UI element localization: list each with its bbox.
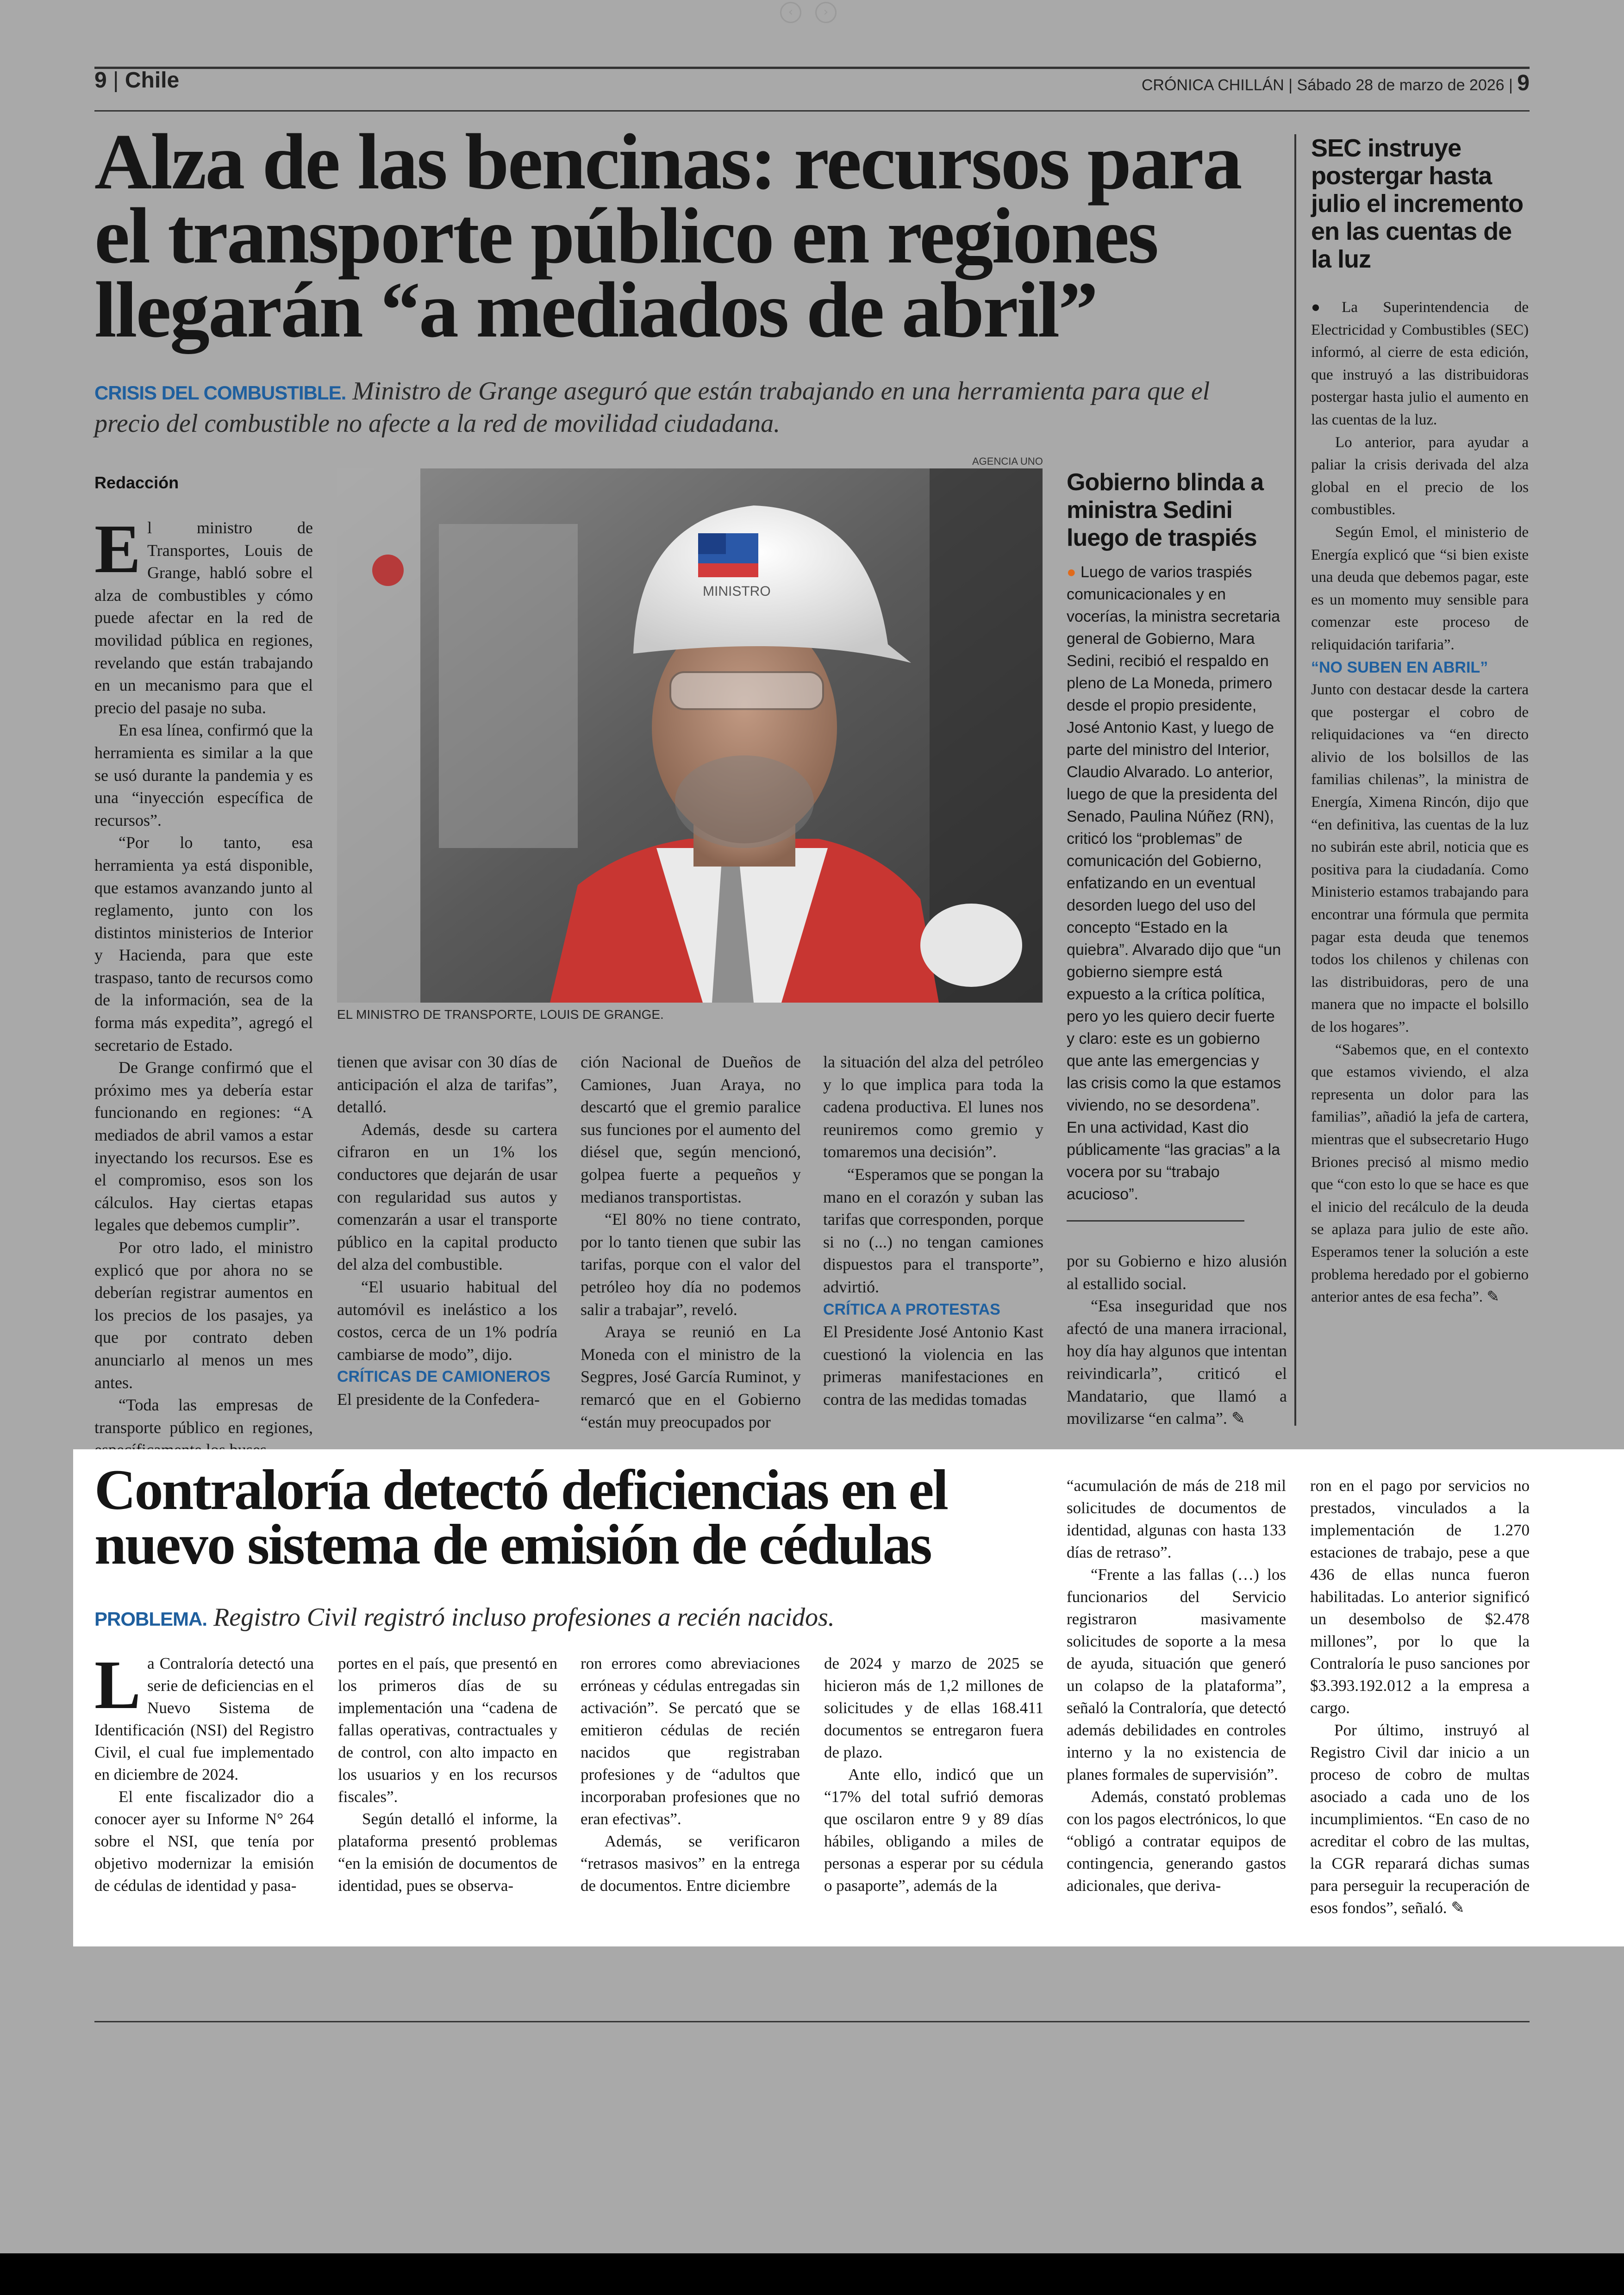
article-paragraph: Además, se verificaron “retrasos masivos” en la entrega de documentos. Entre diciembre <box>581 1832 800 1895</box>
article-paragraph: la situación del alza del petróleo y lo que implica para toda la cadena productiva. El lunes nos reuniremos como gremio y tomaremos una decisión”. <box>823 1053 1043 1161</box>
article-paragraph: Ante ello, indicó que un “17% del total sufrió demoras que oscilaron entre 9 y 89 días hábiles, obligando a miles de personas a esperar por su cédula o pasaporte”, además de la <box>824 1765 1043 1895</box>
article-paragraph: Araya se reunió en La Moneda con el ministro de la Segpres, José García Ruminot, y remarcó que en el Gobierno “están muy preocupados por <box>581 1322 801 1431</box>
bottom-column-3 <box>581 1653 800 1897</box>
drop-cap: E <box>94 511 141 587</box>
main-column-5 <box>1067 1250 1287 1430</box>
page-bottom-rule <box>94 2021 1530 2022</box>
article-paragraph: de 2024 y marzo de 2025 se hicieron más de 1,2 millones de solicitudes y de ellas 168.411 documentos se entregaron fuera de plazo. <box>824 1654 1043 1761</box>
sidebar-sedini-body <box>1067 561 1283 1205</box>
bottom-kicker: PROBLEMA. <box>94 1608 207 1630</box>
sidebar-sedini <box>1067 468 1270 552</box>
helmet-text: MINISTRO <box>703 584 771 599</box>
article-paragraph: “Frente a las fallas (…) los funcionarios del Servicio registraron masivamente solicitudes de soporte a la mesa de ayuda, situación que generó un colapso de la plataforma”, señaló la Contraloría, que detectó además debilidades en controles interno y la no existencia de planes formales de supervisión”. <box>1067 1565 1286 1784</box>
article-paragraph: El ministro de Transportes, Louis de Grange, habló sobre el alza de combustibles y cómo puede afectar en la red de movilidad pública en regiones, revelando que están trabajando en un mecanismo para que el precio del pasaje no suba. <box>94 511 313 717</box>
article-paragraph: Según detalló el informe, la plataforma presentó problemas “en la emisión de documentos de identidad, pues se observa- <box>338 1810 557 1895</box>
article-paragraph: El ente fiscalizador dio a conocer ayer su Informe N° 264 sobre el NSI, que tenía por objetivo modernizar la emisión de cédulas de identidad y pasa- <box>94 1788 314 1895</box>
photo-credit: AGENCIA UNO <box>972 455 1043 467</box>
article-paragraph: La Contraloría detectó una serie de deficiencias en el Nuevo Sistema de Identificación (NSI) del Registro Civil, el cual fue implementado en diciembre de 2024. <box>94 1646 314 1784</box>
newspaper-name: CRÓNICA CHILLÁN <box>1141 76 1284 94</box>
sidebar-sec <box>1311 134 1529 273</box>
minister-portrait-image <box>337 468 1043 1003</box>
minister-photo <box>337 468 1043 1003</box>
viewer-footer-bar <box>0 2253 1624 2295</box>
article-paragraph: portes en el país, que presentó en los primeros días de su implementación una “cadena de fallas operativas, contractuales y de control, con alto impacto en los usuarios y en los recursos fiscales”. <box>338 1654 557 1806</box>
sidebar-divider <box>1067 1220 1244 1222</box>
main-column-2 <box>337 1051 557 1411</box>
article-paragraph: Por último, instruyó al Registro Civil dar inicio a un proceso de cobro de multas asociado a cada uno de los incumplimientos. “En caso de no acreditar el cobro de las multas, la CGR reparará dichas sumas para perseguir la recuperación de esos fondos”, señaló. ✎ <box>1310 1721 1530 1917</box>
subheading-no-suben: “NO SUBEN EN ABRIL” <box>1311 658 1488 676</box>
bottom-column-5 <box>1067 1475 1286 1897</box>
bottom-deck-text: Registro Civil registró incluso profesiones a recién nacidos. <box>213 1603 835 1632</box>
byline: Redacción <box>94 473 179 492</box>
article-paragraph: ron en el pago por servicios no prestados, vinculados a la implementación de 1.270 estaciones de trabajo, pese a que 436 de ellas nunca fueron habilitadas. Lo anterior significó un desembolso de $2.478 millones”, por lo que la Contraloría le puso sanciones por $3.393.192.012 a la empresa a cargo. <box>1310 1477 1530 1717</box>
photo-caption: EL MINISTRO DE TRANSPORTE, LOUIS DE GRANGE. <box>337 1007 664 1022</box>
next-page-button[interactable]: › <box>815 2 837 23</box>
page-header-right: CRÓNICA CHILLÁN | Sábado 28 de marzo de 2026 | 9 <box>1141 71 1530 95</box>
page-header-left: 9 | Chile <box>94 68 180 93</box>
article-paragraph: “Toda las empresas de transporte público en regiones, <box>94 1396 313 1437</box>
sidebar-paragraph: Junto con destacar desde la cartera que postergar el cobro de reliquidaciones va “en directo alivio de los bolsillos de las familias chilenas”, la ministra de Energía, Ximena Rincón, dijo que “en definitiva, las cuentas de la luz no subirán este abril, noticia que es positiva para la ciudadanía. Como Ministerio estamos trabajando para encontrar una fórmula que permita pagar esta deuda que tenemos todos los chilenos y chilenas con las distribuidoras, pero de una manera que no impacte el bolsillo de los hogares”. <box>1311 681 1529 1035</box>
subheading-protestas: CRÍTICA A PROTESTAS <box>823 1300 1000 1318</box>
sidebar-paragraph: ●La Superintendencia de Electricidad y Combustibles (SEC) informó, al cierre de esta edición, que instruyó a las distribuidoras postergar hasta julio el aumento en las cuentas de la luz. <box>1311 299 1529 428</box>
article-paragraph: “El 80% no tiene contrato, por lo tanto tienen que subir las tarifas, porque con el valor del petróleo hoy día no podemos salir a trabajar”, reveló. <box>581 1210 801 1319</box>
article-paragraph: ron errores como abreviaciones erróneas y cédulas entregadas sin activación”. Se percató que se emitieron cédulas de recién nacidos que registraban profesiones y de “adultos que incorporaban profesiones que no eran efectivas”. <box>581 1654 800 1828</box>
bottom-headline: Contraloría detectó deficiencias en el nuevo sistema de emisión de cédulas <box>94 1458 947 1576</box>
sidebar-sedini-title: Gobierno blinda a ministra Sedini luego de traspiés <box>1067 469 1264 551</box>
main-kicker: CRISIS DEL COMBUSTIBLE. <box>94 382 346 404</box>
bullet-icon: ● <box>1067 563 1076 581</box>
article-paragraph: Por otro lado, el ministro explicó que por ahora no se deberían registrar aumentos en los precios de los pasajes, ya que por contrato deben anunciarlo al menos un mes antes. <box>94 1238 313 1392</box>
article-paragraph: “acumulación de más de 218 mil solicitudes de documentos de identidad, algunas con hasta 133 días de retraso”. <box>1067 1477 1286 1561</box>
main-column-4 <box>823 1051 1043 1411</box>
header-top-rule <box>94 67 1530 69</box>
main-deck <box>94 376 1270 439</box>
article-paragraph: tienen que avisar con 30 días de anticipación el alza de tarifas”, detalló. <box>337 1053 557 1116</box>
bottom-column-2 <box>338 1653 557 1897</box>
article-paragraph: por su Gobierno e hizo alusión al estallido social. <box>1067 1252 1287 1293</box>
sidebar-paragraph: “Sabemos que, en el contexto que estamos viviendo, el alza representa un dolor para las familias”, añadió la jefa de cartera, mientras que el subsecretario Hugo Briones precisó al mismo medio que “con esto lo que se hace es que el inicio del recálculo de la deuda se aplaza para julio de este año. Esperamos tener la solución a este problema heredado por el gobierno anterior antes de esa fecha”. ✎ <box>1311 1041 1529 1306</box>
article-paragraph: “Esperamos que se pongan la mano en el corazón y suban las tarifas que corresponden, porque si no (...) no tengan camiones dispuestos para el transporte”, advirtió. <box>823 1165 1043 1296</box>
article-paragraph: Además, desde su cartera cifraron en un 1% los conductores que dejarán de usar con regularidad sus autos y comenzarán a usar el transporte público en la capital producto del alza del combustible. <box>337 1120 557 1274</box>
main-column-3 <box>581 1051 801 1433</box>
bottom-column-1 <box>94 1646 314 1897</box>
issue-date: Sábado 28 de marzo de 2026 <box>1297 76 1505 94</box>
sidebar-paragraph: ● Luego de varios traspiés comunicacionales y en vocerías, la ministra secretaria general de Gobierno, Mara Sedini, recibió el respaldo en pleno de La Moneda, primero desde el propio presidente, José Antonio Kast, y luego de parte del ministro del Interior, Claudio Alvarado. Lo anterior, luego de que la presidenta del Senado, Paulina Núñez (RN), criticó los “problemas” de comunicación del Gobierno, enfatizando en un eventual desorden luego del uso del concepto “Estado en la quiebra”. Alvarado dijo que “un gobierno siempre está expuesto a la crítica política, pero yo les quiero decir fuerte y claro: este es un gobierno que ante las emergencias y las crisis como la que estamos viviendo, no se desordena”. En una actividad, Kast dio públicamente “las gracias” a la vocera por su “trabajo acucioso”. <box>1067 563 1281 1203</box>
sidebar-sec-title: SEC instruye postergar hasta julio el incremento en las cuentas de la luz <box>1311 134 1524 273</box>
subheading-camioneros: CRÍTICAS DE CAMIONEROS <box>337 1368 550 1386</box>
prev-page-button[interactable]: ‹ <box>780 2 801 23</box>
article-paragraph: En esa línea, confirmó que la herramienta es similar a la que se usó durante la pandemia y es una “inyección específica de recursos”. <box>94 721 313 829</box>
bottom-column-6 <box>1310 1475 1530 1919</box>
sidebar-sec-body <box>1311 296 1529 1309</box>
drop-cap: L <box>94 1646 141 1723</box>
page-nav <box>780 2 837 23</box>
bottom-column-4 <box>824 1653 1043 1897</box>
sidebar-paragraph: Lo anterior, para ayudar a paliar la crisis derivada del alza global en el precio de los combustibles. <box>1311 434 1529 518</box>
header-bottom-rule <box>94 110 1530 112</box>
article-paragraph: “El usuario habitual del automóvil es inelástico a los costos, cerca de un 1% podría cambiarse de modo”, dijo. <box>337 1277 557 1364</box>
article-paragraph: “Por lo tanto, esa herramienta ya está disponible, que estamos avanzando junto al reglamento, junto con los distintos ministerios de Interior y Hacienda, para que este traspaso, tanto de recursos como de la información, sea de la forma más expedita”, agregó el secretario de Estado. <box>94 833 313 1054</box>
sidebar-paragraph: Según Emol, el ministerio de Energía explicó que “si bien existe una deuda que debemos pagar, este es un momento muy sensible para comenzar este proceso de reliquidación tarifaria”. <box>1311 524 1529 653</box>
sidebar-vertical-rule <box>1294 134 1296 1426</box>
article-paragraph: “Esa inseguridad que nos afectó de una manera irracional, hoy día hay algunos que intentan reivindicarla”, criticó el Mandatario, que llamó a movilizarse “en calma”. ✎ <box>1067 1297 1287 1428</box>
main-column-1 <box>94 511 313 1461</box>
page-number-right: 9 <box>1517 71 1530 95</box>
section-name: Chile <box>125 68 180 93</box>
article-paragraph: El Presidente José Antonio Kast cuestionó la violencia en las primeras manifestaciones en contra de las medidas tomadas <box>823 1322 1043 1409</box>
main-deck-text: Ministro de Grange aseguró que están trabajando en una herramienta para que el precio del combustible no afecte a la red de movilidad ciudadana. <box>94 377 1210 438</box>
article-paragraph: Además, constató problemas con los pagos electrónicos, lo que “obligó a contratar equipos de contingencia, generando gastos adicionales, que deriva- <box>1067 1788 1286 1895</box>
article-paragraph: ción Nacional de Dueños de Camiones, Juan Araya, no descartó que el gremio paralice sus funciones por el aumento del diésel que, según mencionó, golpea fuerte a pequeños y medianos transportistas. <box>581 1053 801 1206</box>
bullet-icon: ● <box>1311 299 1342 316</box>
article-paragraph: De Grange confirmó que el próximo mes ya debería estar funcionando en regiones: “A mediados de abril vamos a estar inyectando los recursos. Ese es el compromiso, esos son los cálculos. Hay ciertas etapas legales que debemos cumplir”. <box>94 1058 313 1235</box>
article-paragraph: El presidente de la Confedera- <box>337 1390 540 1409</box>
bottom-deck <box>94 1603 1067 1632</box>
page-number-left: 9 <box>94 68 107 93</box>
main-headline: Alza de las bencinas: recursos para el transporte público en regiones llegarán “a mediados de abril” <box>94 118 1241 354</box>
